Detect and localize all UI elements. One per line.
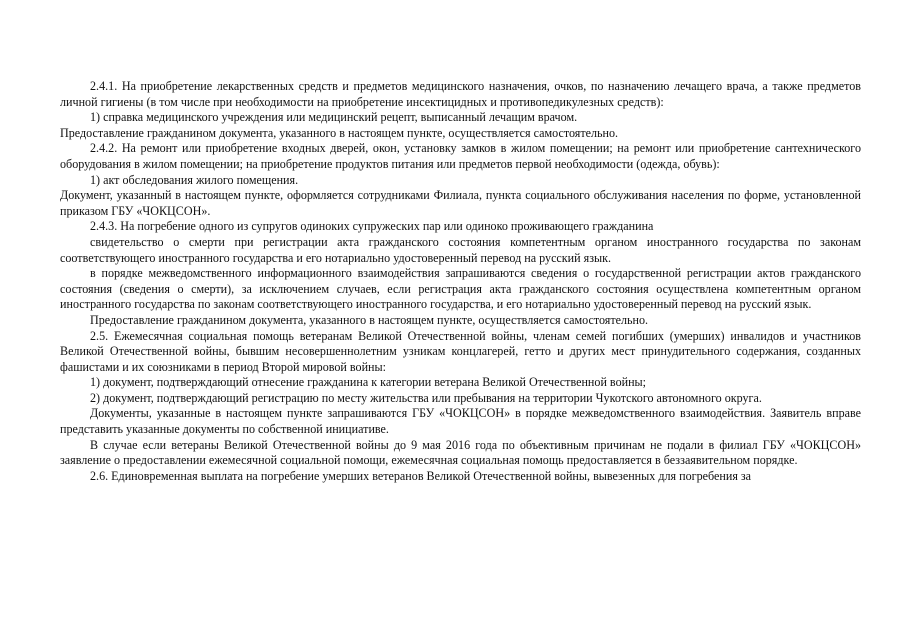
paragraph-2-5: 2.5. Ежемесячная социальная помощь ветеранам Великой Отечественной войны, членам семей погибших (умерших) инвалидов и участников Великой Отечественной войны, бывшим несовершеннолетним узникам концлагерей, гетто и других мест принудительного содержания, созданных фашистами и их союзниками в период Второй мировой войны: bbox=[60, 328, 861, 374]
paragraph-2-5-item-1: 1) документ, подтверждающий отнесение гражданина к категории ветерана Великой Отечественной войны; bbox=[90, 375, 647, 390]
paragraph-2-4-1-item-1: 1) справка медицинского учреждения или медицинский рецепт, выписанный лечащим врачом. bbox=[90, 110, 578, 125]
paragraph-2-5-deadline-note: В случае если ветераны Великой Отечественной войны до 9 мая 2016 года по объективным причинам не подали в филиал ГБУ «ЧОКЦСОН» заявление о предоставлении ежемесячной социальной помощи, ежемесячная социальная помощь предоставляется в беззаявительном порядке. bbox=[60, 437, 861, 468]
paragraph-2-5-item-2: 2) документ, подтверждающий регистрацию по месту жительства или пребывания на территории Чукотского автономного округа. bbox=[90, 390, 762, 405]
paragraph-2-4-1-note: Предоставление гражданином документа, указанного в настоящем пункте, осуществляется самостоятельно. bbox=[60, 125, 619, 140]
paragraph-2-5-documents-note: Документы, указанные в настоящем пункте запрашиваются ГБУ «ЧОКЦСОН» в порядке межведомственного взаимодействия. Заявитель вправе представить указанные документы по собственной инициативе. bbox=[60, 406, 861, 437]
paragraph-2-4-2: 2.4.2. На ремонт или приобретение входных дверей, окон, установку замков в жилом помещении; на ремонт или приобретение сантехнического оборудования в жилом помещении; на приобретение продуктов питания или предметов первой необходимости (одежда, обувь): bbox=[60, 141, 861, 171]
paragraph-2-4-1: 2.4.1. На приобретение лекарственных средств и предметов медицинского назначения, очков, по назначению лечащего врача, а также предметов личной гигиены (в том числе при необходимости на приобретение инсектицидных и противопедикулезных средств): bbox=[60, 79, 861, 109]
paragraph-2-6: 2.6. Единовременная выплата на погребение умерших ветеранов Великой Отечественной войны, вывезенных для погребения за bbox=[90, 468, 752, 483]
paragraph-2-4-3-interagency: в порядке межведомственного информационного взаимодействия запрашиваются сведения о государственной регистрации актов гражданского состояния (сведения о смерти), за исключением случаев, если регистрация акта гражданского состояния осуществлена компетентным органом иностранного государства по законам соответствующего иностранного государства, и его нотариально удостоверенный перевод на русский язык. bbox=[60, 266, 861, 312]
paragraph-2-4-3-death-cert: свидетельство о смерти при регистрации акта гражданского состояния компетентным органом иностранного государства по законам соответствующего иностранного государства и его нотариально удостоверенный перевод на русский язык. bbox=[60, 234, 861, 265]
paragraph-2-4-2-note: Документ, указанный в настоящем пункте, оформляется сотрудниками Филиала, пункта социального обслуживания населения по форме, установленной приказом ГБУ «ЧОКЦСОН». bbox=[60, 188, 861, 218]
paragraph-2-4-3: 2.4.3. На погребение одного из супругов одиноких супружеских пар или одиноко проживающего гражданина bbox=[90, 219, 654, 234]
paragraph-2-4-2-item-1: 1) акт обследования жилого помещения. bbox=[90, 172, 299, 187]
paragraph-2-4-3-note: Предоставление гражданином документа, указанного в настоящем пункте, осуществляется самостоятельно. bbox=[90, 312, 649, 327]
